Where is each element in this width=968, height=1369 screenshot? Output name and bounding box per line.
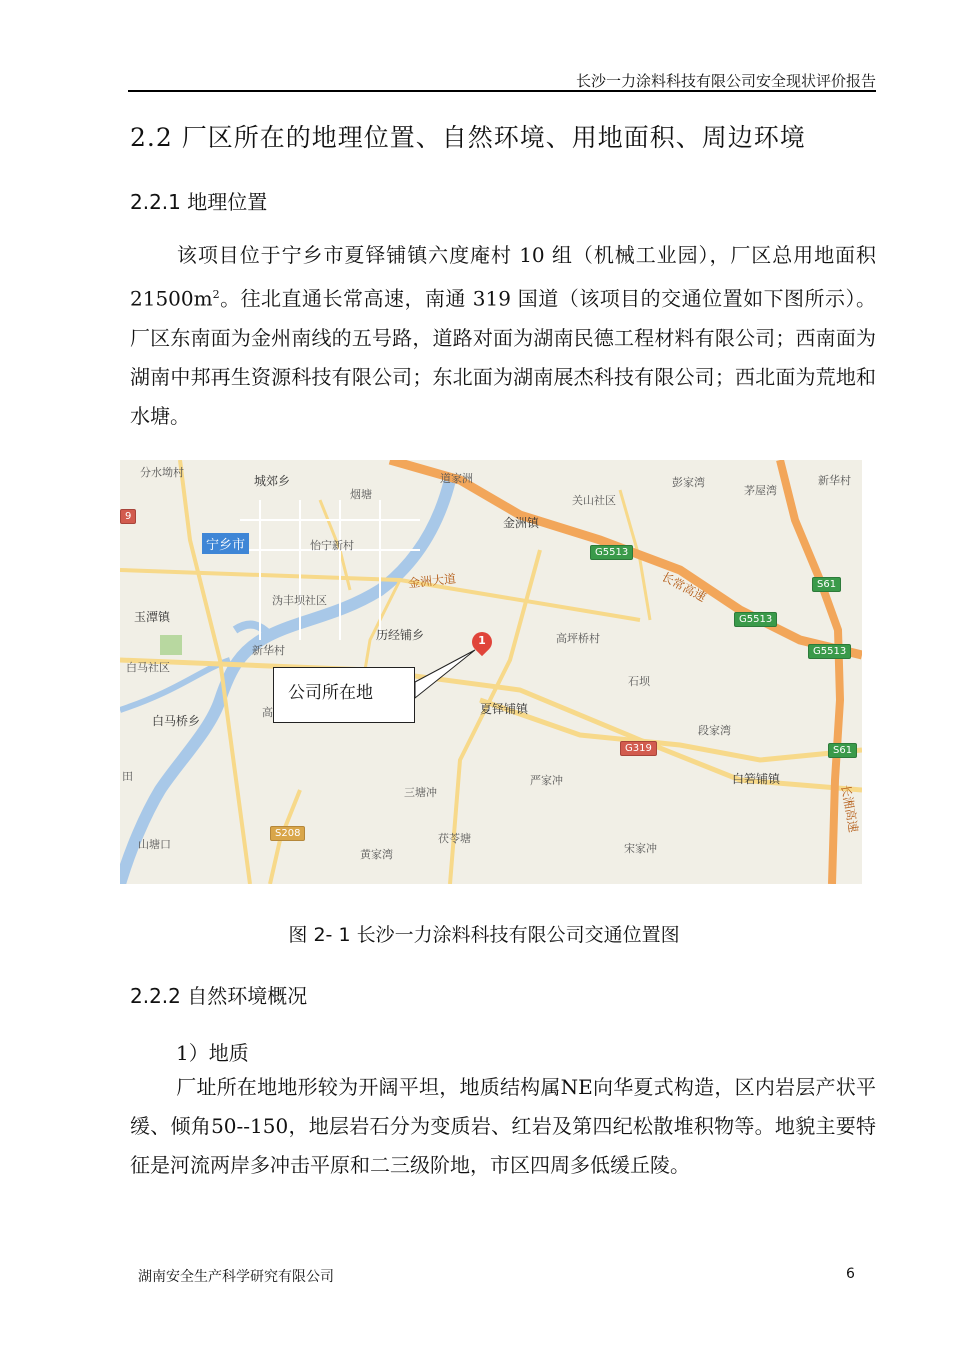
highway-shield: G5513	[590, 545, 633, 560]
map-label: 宋家冲	[624, 842, 657, 855]
highway-shield: G5513	[734, 612, 777, 627]
map-label: 黄家湾	[360, 848, 393, 861]
map-label: 彭家湾	[672, 476, 705, 489]
subsection-title-environment: 2.2.2 自然环境概况	[130, 984, 308, 1008]
road-label: 金洲大道	[407, 571, 457, 591]
map-label: 田	[122, 770, 133, 783]
highway-shield: S61	[812, 577, 841, 592]
city-badge: 宁乡市	[202, 533, 249, 554]
map-label: 白马社区	[126, 661, 170, 674]
location-paragraph	[130, 236, 876, 436]
header-rule	[128, 90, 876, 92]
map-label: 严家冲	[530, 774, 563, 787]
location-text-b: 。往北直通长常高速，南通 319 国道（该项目的交通位置如下图所示）。厂区东南面为金州南线的五号路，道路对面为湖南民德工程材料有限公司；西南面为湖南中邦再生资源科技有限公司；东北面为湖南展杰科技有限公司；西北面为荒地和水塘。	[130, 286, 876, 428]
map-label: 烟塘	[350, 488, 372, 501]
map-label: 茅屋湾	[744, 484, 777, 497]
subsection-title-location: 2.2.1 地理位置	[130, 190, 268, 214]
header-title: 长沙一力涂料科技有限公司安全现状评价报告	[575, 72, 876, 90]
highway-shield: G319	[620, 741, 657, 756]
area-superscript: 2	[212, 288, 220, 301]
highway-shield: G5513	[808, 644, 851, 659]
geology-paragraph	[130, 1068, 876, 1185]
map-label: 金洲镇	[503, 516, 540, 530]
page-number: 6	[846, 1266, 855, 1282]
map-label: 石坝	[628, 675, 650, 688]
map-label: 怡宁新村	[310, 539, 354, 552]
location-text-a: 该项目位于宁乡市夏铎铺镇六度庵村 10 组（机械工业园），厂区总用地面积 21500m	[130, 243, 876, 311]
map-label: 玉潭镇	[134, 610, 171, 624]
map-label: 茯苓塘	[438, 832, 471, 845]
location-pin-number: 1	[478, 634, 486, 647]
highway-shield: 9	[120, 509, 136, 524]
map-label: 历经铺乡	[376, 628, 425, 642]
geology-item-heading: 1）地质	[176, 1041, 249, 1065]
map-label: 白箬铺镇	[732, 772, 781, 786]
map-label: 道家洲	[440, 472, 473, 485]
section-title: 2.2 厂区所在的地理位置、自然环境、用地面积、周边环境	[130, 123, 806, 152]
map-label: 城郊乡	[254, 474, 291, 488]
map-label: 段家湾	[698, 724, 731, 737]
map-label: 夏铎铺镇	[480, 702, 529, 716]
map-label: 分水坳村	[140, 466, 184, 479]
highway-shield: S208	[270, 826, 305, 841]
road-label: 长常高速	[659, 569, 709, 605]
footer-org: 湖南安全生产科学研究有限公司	[138, 1269, 334, 1285]
map-label: 白马桥乡	[152, 714, 201, 728]
map-label: 关山社区	[572, 494, 616, 507]
map-label: 新华村	[252, 644, 285, 657]
highway-shield: S61	[828, 743, 857, 758]
map-label: 山塘口	[138, 838, 171, 851]
road-label: 长湘高速	[838, 783, 861, 834]
map-base	[120, 460, 862, 884]
map-label: 三塘冲	[404, 786, 437, 799]
map-label: 沩丰坝社区	[272, 594, 327, 607]
map-label: 高	[262, 706, 273, 719]
location-map	[120, 460, 862, 884]
company-callout: 公司所在地	[273, 667, 415, 723]
geology-text: 厂址所在地地形较为开阔平坦，地质结构属NE向华夏式构造，区内岩层产状平缓、倾角50--150，地层岩石分为变质岩、红岩及第四纪松散堆积物等。地貌主要特征是河流两岸多冲击平原和二三级阶地，市区四周多低缓丘陵。	[130, 1075, 876, 1177]
map-label: 新华村	[818, 474, 851, 487]
map-label: 高坪桥村	[556, 632, 600, 645]
figure-caption: 图 2- 1 长沙一力涂料科技有限公司交通位置图	[288, 924, 680, 946]
